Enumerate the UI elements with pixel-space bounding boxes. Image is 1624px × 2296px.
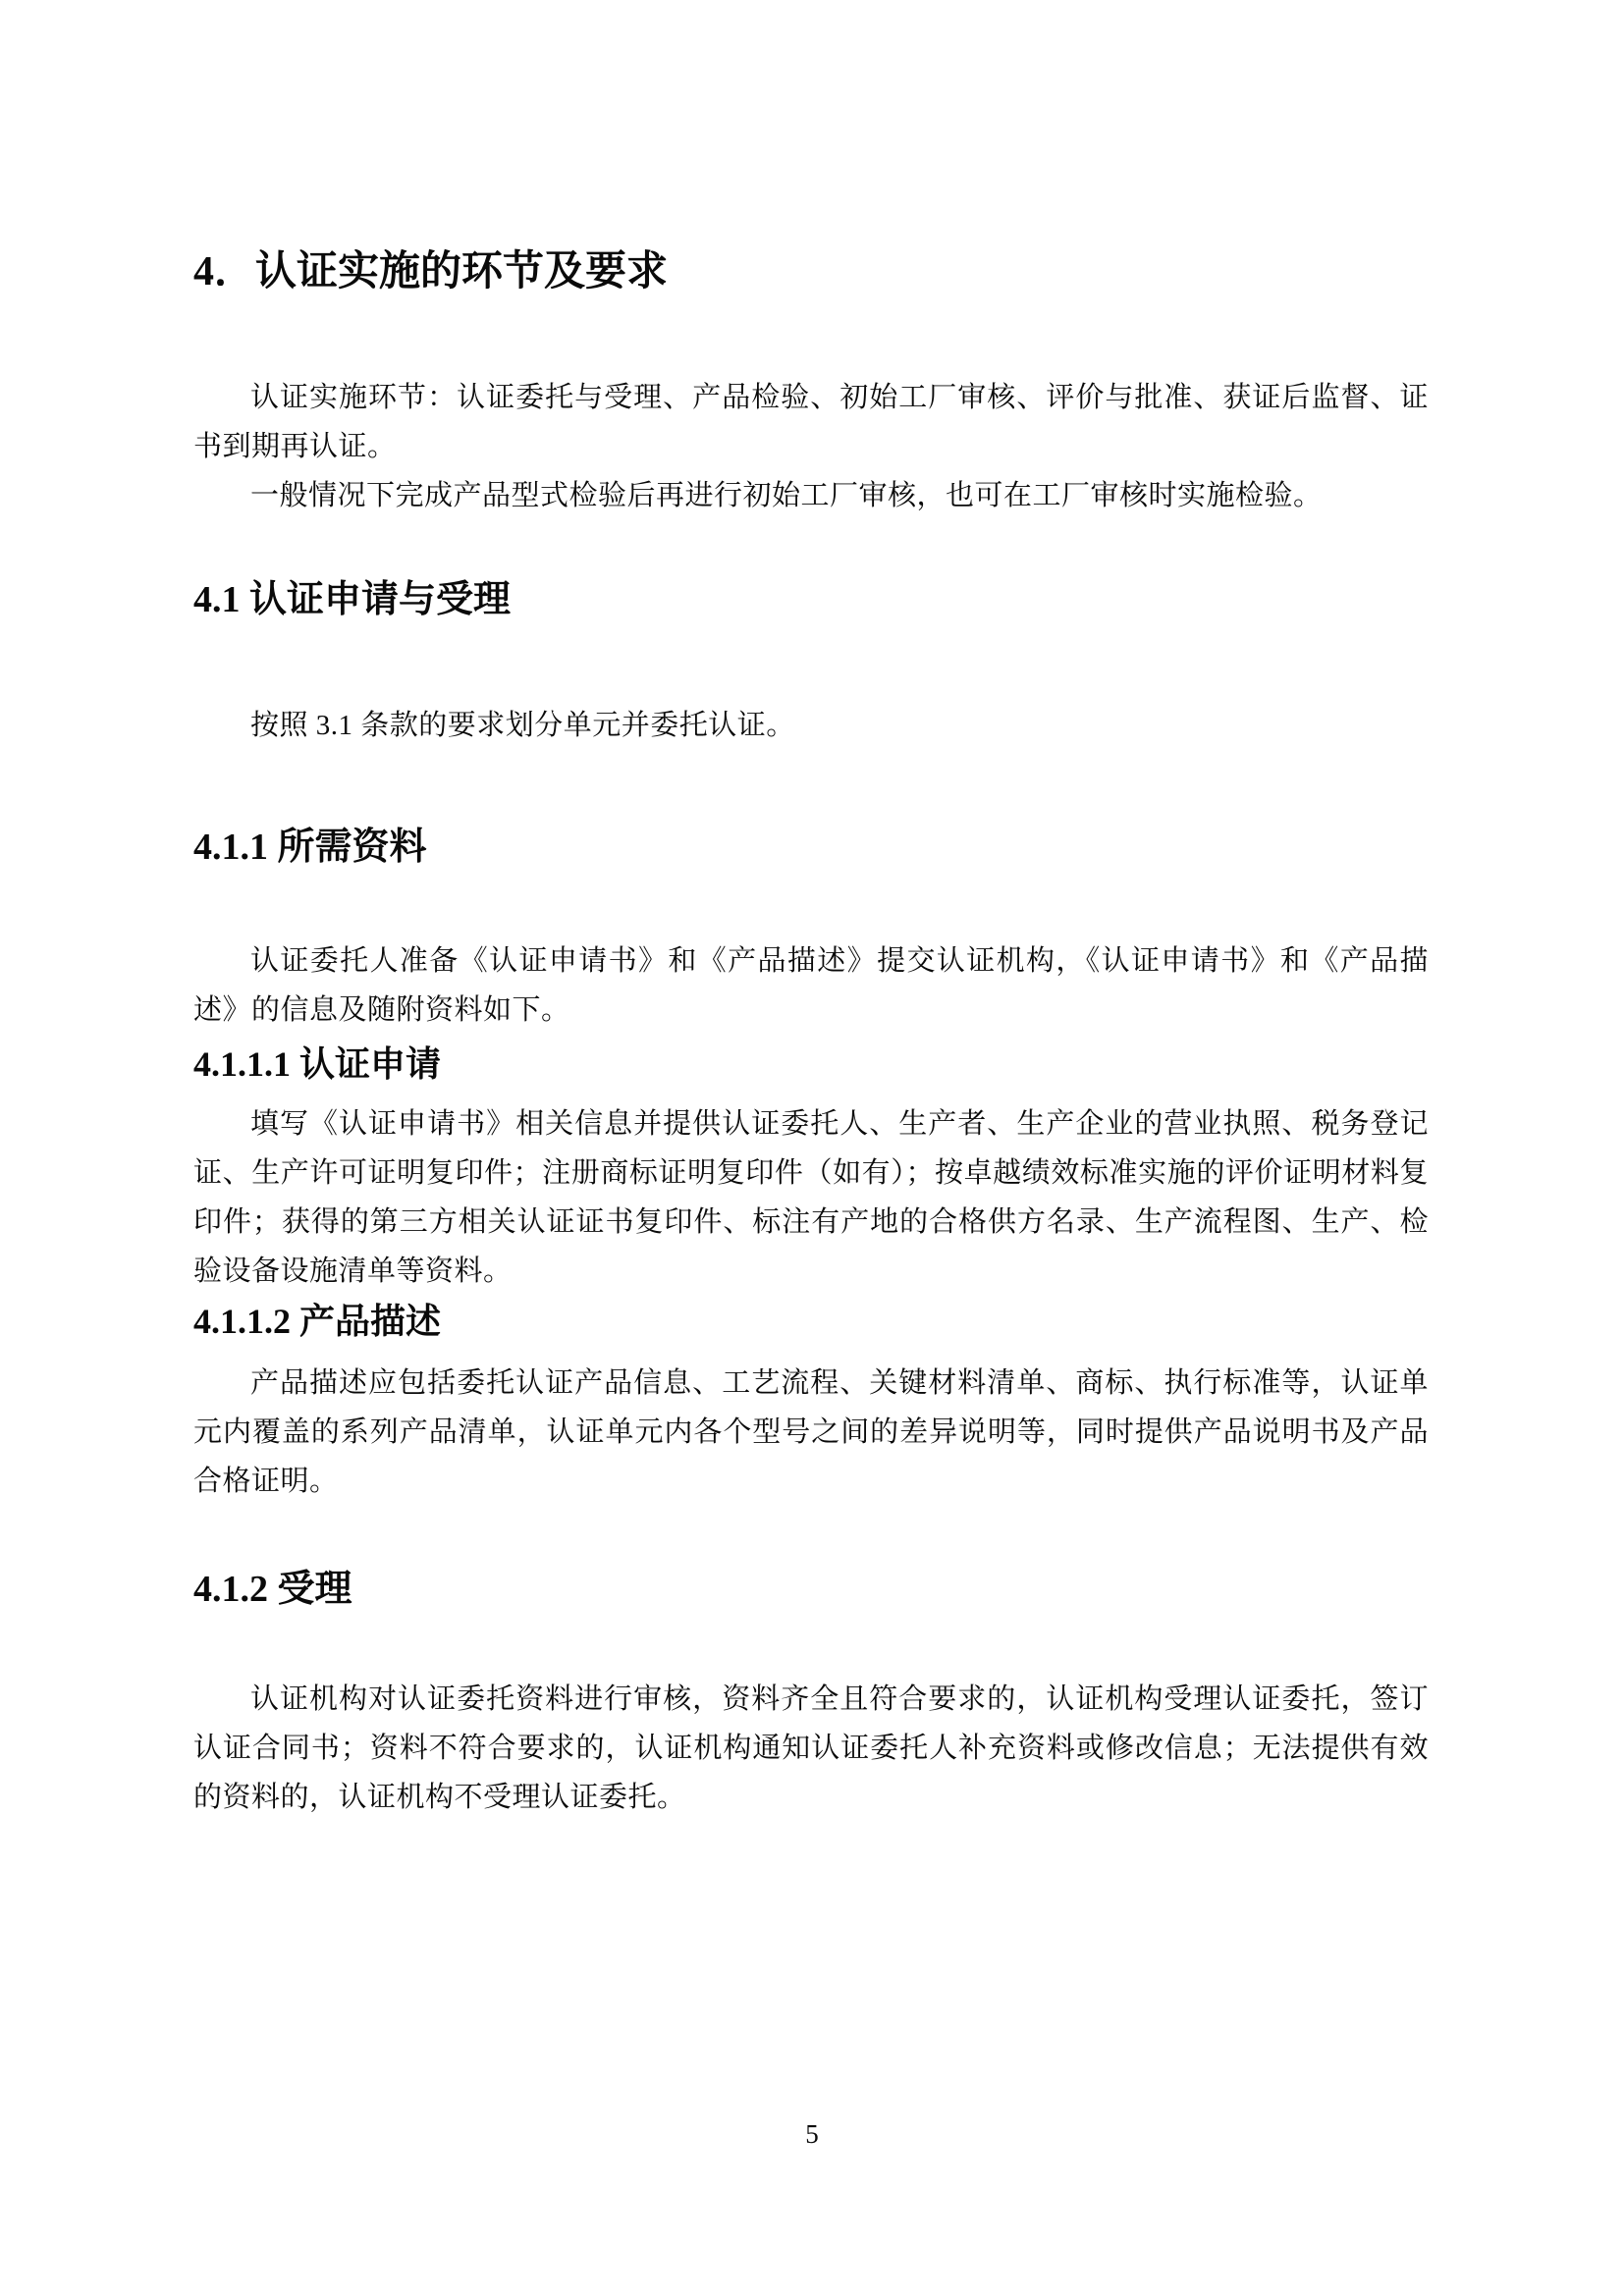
paragraph-4-1-2-acceptance-details: 认证机构对认证委托资料进行审核，资料齐全且符合要求的，认证机构受理认证委托，签订认证合同书；资料不符合要求的，认证机构通知认证委托人补充资料或修改信息；无法提供有效的资料的，认证机构不受理认证委托。	[193, 1683, 1429, 1813]
heading-4-1-1-2-product-description: 4.1.1.2 产品描述	[193, 1302, 442, 1341]
heading-4-1-1-1-certification-application: 4.1.1.1 认证申请	[193, 1044, 442, 1084]
paragraph-ch4-general-case: 一般情况下完成产品型式检验后再进行初始工厂审核，也可在工厂审核时实施检验。	[250, 480, 1323, 511]
heading-chapter-4: 4．认证实施的环节及要求	[193, 249, 669, 294]
paragraph-4-1-1-1-application-details: 填写《认证申请书》相关信息并提供认证委托人、生产者、生产企业的营业执照、税务登记证、生产许可证明复印件；注册商标证明复印件（如有）；按卓越绩效标准实施的评价证明材料复印件；获得的第三方相关认证证书复印件、标注有产地的合格供方名录、生产流程图、生产、检验设备设施清单等资料。	[193, 1108, 1429, 1287]
document-content	[193, 0, 1429, 1822]
paragraph-ch4-implementation-steps: 认证实施环节：认证委托与受理、产品检验、初始工厂审核、评价与批准、获证后监督、证书到期再认证。	[193, 382, 1429, 462]
paragraph-4-1-unit-division: 按照 3.1 条款的要求划分单元并委托认证。	[250, 710, 795, 741]
heading-4-1-1-required-materials: 4.1.1 所需资料	[193, 827, 427, 868]
heading-4-1-application-acceptance: 4.1 认证申请与受理	[193, 579, 512, 620]
page-number: 5	[805, 2119, 819, 2149]
heading-4-1-2-acceptance: 4.1.2 受理	[193, 1569, 352, 1610]
paragraph-4-1-1-materials-intro: 认证委托人准备《认证申请书》和《产品描述》提交认证机构，《认证申请书》和《产品描述》的信息及随附资料如下。	[193, 945, 1429, 1026]
paragraph-4-1-1-2-description-details: 产品描述应包括委托认证产品信息、工艺流程、关键材料清单、商标、执行标准等，认证单元内覆盖的系列产品清单，认证单元内各个型号之间的差异说明等，同时提供产品说明书及产品合格证明。	[193, 1367, 1429, 1497]
